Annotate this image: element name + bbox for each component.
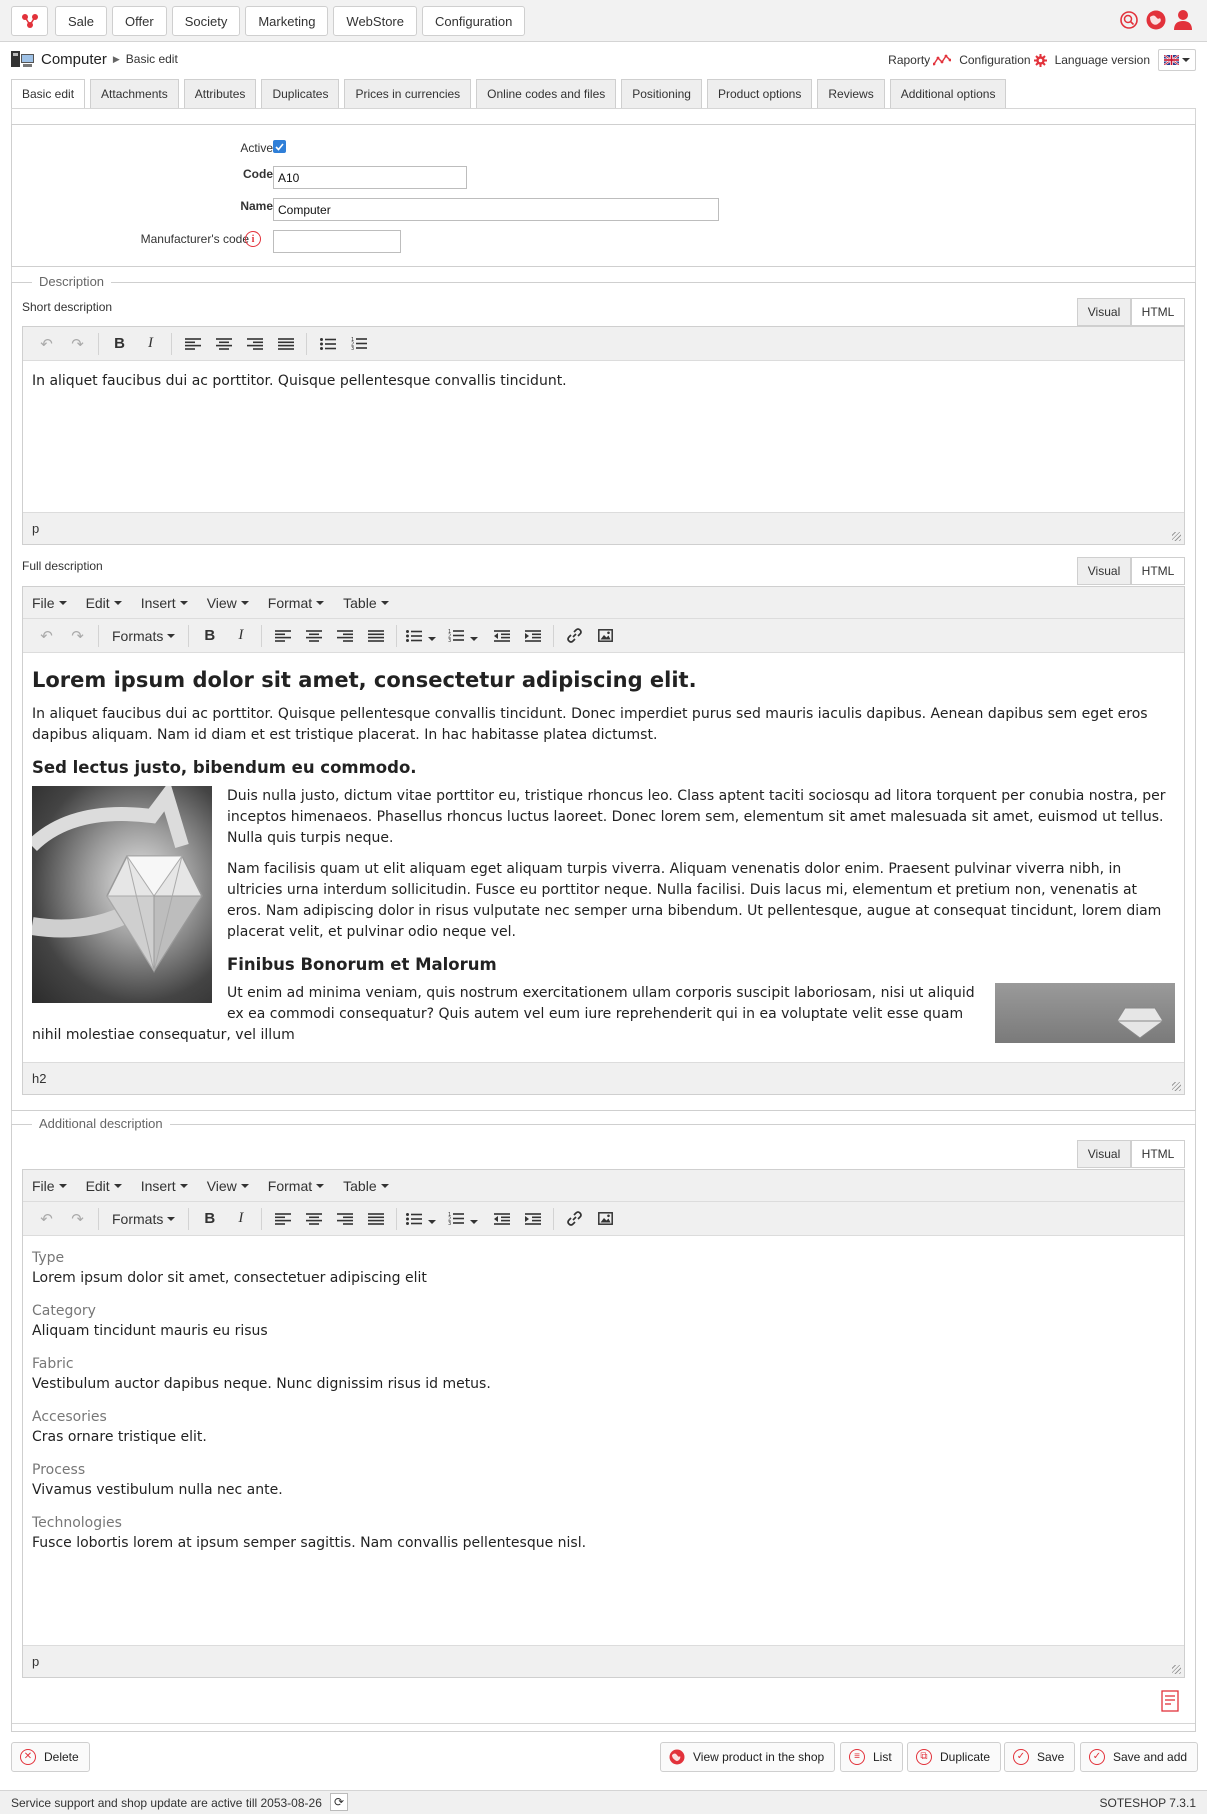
close-icon: ✕ (20, 1749, 36, 1765)
align-center-icon[interactable] (208, 331, 239, 357)
chevron-down-icon (114, 1184, 122, 1188)
chevron-down-icon (1182, 58, 1190, 62)
additional-item-value: Fusce lobortis lorem at ipsum semper sagittis. Nam convallis pellentesque nisl. (32, 1535, 587, 1551)
content-paragraph: Nam facilisis quam ut elit aliquam eget aliquam turpis viverra. Aliquam venenatis dolor enim. Praesent pulvinar viverra nibh, in ultricies urna interdum sollicitudin. Fusce eu porttitor neque. Nulla facilisi. Duis lacus mi, elementum et pretium non, venenatis at eros. Nam adipiscing dolor in risus vulputate nec semper urna bibendum. Ut pellentesque, augue at consequat tincidunt, lorem diam placerat velit, et pulvinar odio neque vel. (227, 861, 1162, 940)
menu-table-label: Table (343, 1177, 377, 1194)
menu-format-label: Format (267, 1177, 313, 1194)
nav-configuration[interactable]: Configuration (422, 6, 525, 36)
breadcrumb-separator-icon: ▶ (112, 53, 120, 64)
element-path: h2 (32, 1071, 47, 1086)
additional-editor-mode-tabs (1077, 1140, 1185, 1168)
formats-dropdown[interactable] (104, 628, 183, 644)
chevron-down-icon (381, 1184, 389, 1188)
redo-icon[interactable]: ↷ (71, 1210, 84, 1228)
toolbar-divider (261, 625, 262, 647)
additional-item-label: Type (32, 1250, 65, 1266)
additional-description-legend: Additional description (32, 1116, 170, 1131)
save-and-add-label: Save and add (1113, 1750, 1188, 1764)
additional-item-value: Cras ornare tristique elit. (32, 1429, 207, 1445)
nav-marketing[interactable]: Marketing (245, 6, 328, 36)
toolbar-divider (98, 625, 99, 647)
menu-edit[interactable] (86, 595, 122, 611)
additional-editor-menubar (23, 1170, 1184, 1202)
menu-table[interactable] (343, 1178, 388, 1194)
tab-basic-edit[interactable]: Basic edit (11, 79, 85, 109)
menu-format-label: Format (267, 594, 313, 611)
resize-handle-icon[interactable] (1172, 532, 1181, 541)
additional-item (32, 1407, 1175, 1447)
formats-label: Formats (112, 1210, 164, 1227)
tab-attributes[interactable]: Attributes (184, 79, 257, 109)
view-in-shop-label: View product in the shop (693, 1750, 825, 1764)
view-in-shop-button[interactable] (660, 1742, 835, 1772)
globe-icon[interactable] (1145, 9, 1167, 31)
document-report-icon[interactable] (1161, 1690, 1179, 1712)
toolbar-divider (553, 625, 554, 647)
short-description-editor (22, 326, 1185, 545)
language-version-label: Language version (1054, 53, 1150, 67)
chevron-down-icon (241, 601, 249, 605)
content-heading-h3: Sed lectus justo, bibendum eu commodo. (32, 758, 417, 777)
content-paragraph: Ut enim ad minima veniam, quis nostrum exercitationem ullam corporis suscipit laboriosam, nisi ut aliquid ex ea commodi consequatur? Quis autem vel eum iure reprehenderit qui in ea voluptate velit esse quam nihil molestiae consequatur, vel illum (32, 985, 975, 1043)
bold-icon[interactable]: B (204, 627, 216, 644)
link-icon[interactable] (559, 1206, 590, 1232)
toolbar-divider (98, 1208, 99, 1230)
image-icon[interactable] (590, 1206, 621, 1232)
toolbar-divider (188, 1208, 189, 1230)
short-editor-content[interactable] (23, 371, 1184, 501)
align-right-icon[interactable] (329, 623, 360, 649)
additional-item-label: Technologies (32, 1515, 122, 1531)
align-right-icon[interactable] (239, 331, 270, 357)
full-description-editor (22, 586, 1185, 1095)
menu-view-label: View (206, 594, 237, 611)
diamond-ring-illustration (995, 983, 1175, 1043)
toolbar-divider (396, 1208, 397, 1230)
list-icon: ≡ (849, 1749, 865, 1765)
chevron-down-icon (167, 634, 175, 638)
undo-icon[interactable]: ↶ (40, 627, 53, 645)
short-editor-toolbar (23, 327, 1184, 361)
content-heading-h3: Finibus Bonorum et Malorum (227, 955, 497, 974)
short-editor-statusbar (23, 512, 1184, 544)
diamond-ring-image-2 (995, 983, 1175, 1043)
full-editor-mode-tabs (1077, 557, 1185, 585)
menu-edit[interactable] (86, 1178, 122, 1194)
content-paragraph: In aliquet faucibus dui ac porttitor. Quisque pellentesque convallis tincidunt. Donec imperdiet purus sed mauris iaculis dapibus. Aenean dapibus sem eget eros dapibus aliquam. Nam id diam et est tristique placerat. In hac habitasse platea dictumst. (32, 706, 1148, 743)
active-label: Active (240, 141, 273, 155)
menu-insert-label: Insert (140, 594, 176, 611)
formats-dropdown[interactable] (104, 1211, 183, 1227)
menu-file[interactable] (32, 1178, 67, 1194)
menu-insert[interactable] (141, 595, 188, 611)
footer-bar (0, 1790, 1207, 1814)
duplicate-button-label: Duplicate (940, 1750, 991, 1764)
user-icon[interactable] (1173, 9, 1193, 31)
align-left-icon[interactable] (267, 623, 298, 649)
breadcrumb-row (11, 48, 1196, 74)
undo-icon[interactable]: ↶ (40, 335, 53, 353)
nav-society[interactable]: Society (172, 6, 241, 36)
additional-item-value: Aliquam tincidunt mauris eu risus (32, 1323, 268, 1339)
breadcrumb-product[interactable]: Computer (41, 50, 107, 68)
code-label: Code (243, 167, 273, 181)
menu-table[interactable] (343, 595, 388, 611)
toolbar-divider (261, 1208, 262, 1230)
refresh-icon[interactable]: ⟳ (330, 1793, 348, 1811)
menu-edit-label: Edit (85, 594, 110, 611)
short-description-text: In aliquet faucibus dui ac porttitor. Quisque pellentesque convallis tincidunt. (32, 373, 567, 389)
chevron-down-icon (180, 1184, 188, 1188)
product-icon (11, 50, 35, 68)
bold-icon[interactable]: B (114, 335, 125, 352)
basic-form-panel (11, 124, 1196, 267)
edit-tabs (11, 79, 1006, 109)
chevron-down-icon[interactable] (428, 637, 436, 641)
bold-icon[interactable]: B (204, 1210, 216, 1227)
toolbar-divider (188, 625, 189, 647)
svg-text:1: 1 (448, 1212, 452, 1218)
language-select[interactable] (1158, 49, 1196, 71)
nav-sale[interactable]: Sale (55, 6, 107, 36)
configuration-link-label: Configuration (959, 53, 1031, 67)
chevron-down-icon[interactable] (470, 1220, 478, 1224)
svg-text:1: 1 (448, 629, 452, 635)
align-center-icon[interactable] (298, 1206, 329, 1232)
search-icon[interactable] (1119, 10, 1139, 30)
menu-view-label: View (206, 1177, 237, 1194)
chevron-down-icon (59, 601, 67, 605)
tab-additional-options[interactable]: Additional options (890, 79, 1007, 109)
short-description-caption: Short description (22, 300, 113, 314)
save-and-add-button[interactable] (1080, 1742, 1198, 1772)
name-label: Name (240, 199, 273, 213)
svg-text:3: 3 (448, 1221, 452, 1225)
additional-item (32, 1354, 1175, 1394)
additional-description-editor (22, 1169, 1185, 1678)
chevron-down-icon[interactable] (428, 1220, 436, 1224)
svg-text:1: 1 (350, 337, 354, 343)
additional-html-tab[interactable]: HTML (1131, 1140, 1185, 1168)
duplicate-icon: ⧉ (916, 1749, 932, 1765)
svg-text:2: 2 (350, 341, 354, 348)
menu-file[interactable] (32, 595, 67, 611)
diamond-ring-image (32, 786, 212, 1003)
align-justify-icon[interactable] (360, 623, 391, 649)
toolbar-divider (553, 1208, 554, 1230)
chevron-down-icon (59, 1184, 67, 1188)
full-editor-statusbar (23, 1062, 1184, 1094)
configuration-link[interactable] (959, 53, 1046, 67)
svg-text:2: 2 (448, 1216, 452, 1223)
additional-item-label: Accesories (32, 1409, 107, 1425)
tab-attachments[interactable]: Attachments (90, 79, 179, 109)
svg-text:3: 3 (350, 346, 354, 350)
link-icon[interactable] (559, 623, 590, 649)
numbered-list-icon[interactable] (343, 331, 374, 357)
full-editor-content[interactable] (23, 653, 1184, 1063)
nav-offer[interactable]: Offer (112, 6, 167, 36)
resize-handle-icon[interactable] (1172, 1082, 1181, 1091)
tab-duplicates[interactable]: Duplicates (261, 79, 339, 109)
additional-visual-tab[interactable]: Visual (1077, 1140, 1131, 1168)
indent-icon[interactable] (517, 623, 548, 649)
chevron-down-icon (167, 1217, 175, 1221)
chevron-down-icon (241, 1184, 249, 1188)
chart-line-icon (933, 54, 951, 66)
description-legend: Description (32, 274, 111, 289)
save-button-label: Save (1037, 1750, 1065, 1764)
manufacturer-code-label: Manufacturer's code (140, 232, 249, 246)
align-justify-icon[interactable] (270, 331, 301, 357)
globe-icon (669, 1749, 685, 1765)
menu-file-label: File (32, 1177, 55, 1194)
menu-table-label: Table (343, 594, 377, 611)
menu-format[interactable] (268, 595, 324, 611)
support-status: Service support and shop update are active till 2053-08-26 (11, 1796, 322, 1810)
align-right-icon[interactable] (329, 1206, 360, 1232)
logo-icon (21, 13, 39, 29)
delete-button[interactable] (11, 1742, 90, 1772)
menu-view[interactable] (207, 595, 249, 611)
menu-format[interactable] (268, 1178, 324, 1194)
chevron-down-icon (316, 601, 324, 605)
additional-item-label: Fabric (32, 1356, 74, 1372)
italic-icon[interactable]: I (238, 627, 244, 643)
numbered-list-icon[interactable] (444, 623, 468, 649)
additional-item (32, 1248, 1175, 1288)
italic-icon[interactable]: I (238, 1210, 244, 1226)
check-icon: ✓ (1013, 1749, 1029, 1765)
content-heading-h2: Lorem ipsum dolor sit amet, consectetur adipiscing elit. (32, 668, 697, 692)
bullet-list-icon[interactable] (402, 1206, 426, 1232)
breadcrumb (11, 50, 178, 68)
additional-item-label: Process (32, 1462, 86, 1478)
align-left-icon[interactable] (177, 331, 208, 357)
list-button[interactable] (840, 1742, 903, 1772)
bullet-list-icon[interactable] (312, 331, 343, 357)
align-center-icon[interactable] (298, 623, 329, 649)
tab-prices-in-currencies[interactable]: Prices in currencies (344, 79, 471, 109)
short-visual-tab[interactable]: Visual (1077, 298, 1131, 326)
menu-view[interactable] (207, 1178, 249, 1194)
chevron-down-icon (316, 1184, 324, 1188)
save-button[interactable] (1004, 1742, 1075, 1772)
full-editor-menubar (23, 587, 1184, 619)
active-checkbox[interactable] (273, 140, 286, 153)
manufacturer-code-input[interactable] (273, 230, 401, 253)
info-icon[interactable]: i (245, 231, 261, 247)
tab-online-codes[interactable]: Online codes and files (476, 79, 616, 109)
short-html-tab[interactable]: HTML (1131, 298, 1185, 326)
toolbar-divider (98, 333, 99, 355)
align-justify-icon[interactable] (360, 1206, 391, 1232)
gear-icon (1034, 54, 1047, 67)
additional-item-value: Lorem ipsum dolor sit amet, consectetuer adipiscing elit (32, 1270, 427, 1286)
italic-icon[interactable]: I (148, 335, 153, 351)
bullet-list-icon[interactable] (402, 623, 426, 649)
image-icon[interactable] (590, 623, 621, 649)
full-editor-toolbar (23, 619, 1184, 653)
content-paragraph: Duis nulla justo, dictum vitae porttitor eu, tristique rhoncus leo. Class aptent taciti sociosqu ad litora torquent per conubia nostra, per inceptos himenaeos. Phasellus rhoncus luctus laoreet. Donec lorem sem, elementum sit amet malesuada sit amet, euismod ut tellus. Nulla quis turpis neque. (227, 788, 1166, 846)
delete-button-label: Delete (44, 1750, 79, 1764)
align-left-icon[interactable] (267, 1206, 298, 1232)
numbered-list-icon[interactable] (444, 1206, 468, 1232)
outdent-icon[interactable] (486, 623, 517, 649)
name-input[interactable] (273, 198, 719, 221)
toolbar-divider (171, 333, 172, 355)
additional-item (32, 1301, 1175, 1341)
check-icon (275, 143, 284, 151)
chevron-down-icon[interactable] (470, 637, 478, 641)
reports-link-label: Raporty (888, 53, 931, 67)
version-label: SOTESHOP 7.3.1 (1099, 1796, 1196, 1810)
short-editor-mode-tabs (1077, 298, 1185, 326)
redo-icon[interactable]: ↷ (71, 335, 84, 353)
toolbar-divider (306, 333, 307, 355)
chevron-down-icon (381, 601, 389, 605)
tab-positioning[interactable]: Positioning (621, 79, 702, 109)
element-path: p (32, 521, 40, 536)
tab-reviews[interactable]: Reviews (817, 79, 884, 109)
undo-icon[interactable]: ↶ (40, 1210, 53, 1228)
redo-icon[interactable]: ↷ (71, 627, 84, 645)
header-links (888, 49, 1196, 71)
menu-file-label: File (32, 594, 55, 611)
additional-item-value: Vestibulum auctor dapibus neque. Nunc dignissim risus id metus. (32, 1376, 491, 1392)
resize-handle-icon[interactable] (1172, 1665, 1181, 1674)
outdent-icon[interactable] (486, 1206, 517, 1232)
duplicate-button[interactable] (907, 1742, 1001, 1772)
formats-label: Formats (112, 627, 164, 644)
full-description-caption: Full description (22, 559, 103, 573)
menu-insert[interactable] (141, 1178, 188, 1194)
menu-edit-label: Edit (85, 1177, 110, 1194)
svg-text:2: 2 (448, 633, 452, 640)
full-visual-tab[interactable]: Visual (1077, 557, 1131, 585)
svg-text:3: 3 (448, 638, 452, 642)
chevron-down-icon (180, 601, 188, 605)
full-html-tab[interactable]: HTML (1131, 557, 1185, 585)
tab-product-options[interactable]: Product options (707, 79, 812, 109)
uk-flag-icon (1164, 55, 1179, 65)
list-button-label: List (873, 1750, 892, 1764)
additional-editor-toolbar (23, 1202, 1184, 1236)
chevron-down-icon (114, 601, 122, 605)
element-path: p (32, 1654, 40, 1669)
nav-webstore[interactable]: WebStore (333, 6, 417, 36)
diamond-ring-illustration (32, 786, 212, 1003)
additional-editor-content[interactable] (23, 1248, 1184, 1638)
breadcrumb-section: Basic edit (125, 52, 178, 66)
additional-editor-statusbar (23, 1645, 1184, 1677)
check-icon: ✓ (1089, 1749, 1105, 1765)
indent-icon[interactable] (517, 1206, 548, 1232)
additional-item-label: Category (32, 1303, 96, 1319)
toolbar-divider (396, 625, 397, 647)
code-input[interactable] (273, 166, 467, 189)
menu-insert-label: Insert (140, 1177, 176, 1194)
additional-item-value: Vivamus vestibulum nulla nec ante. (32, 1482, 283, 1498)
top-navigation-bar (0, 0, 1207, 42)
additional-item (32, 1513, 1175, 1553)
home-logo-button[interactable] (11, 6, 48, 36)
additional-item (32, 1460, 1175, 1500)
main-menu (55, 6, 525, 36)
reports-link[interactable] (888, 53, 951, 67)
top-icons (1119, 9, 1193, 31)
